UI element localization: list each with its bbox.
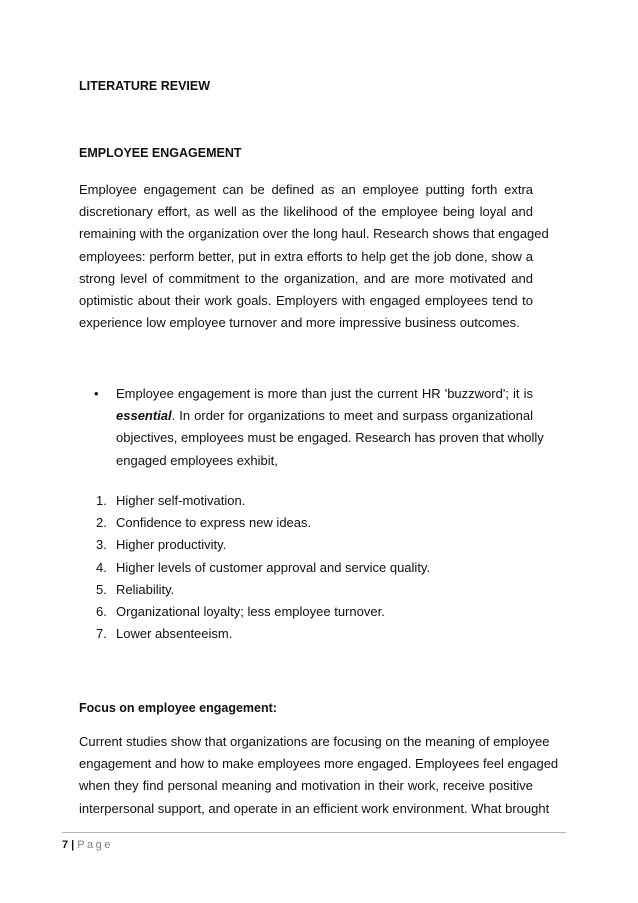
footer-divider — [62, 832, 566, 833]
list-item: 2. Confidence to express new ideas. — [96, 515, 312, 531]
paragraph-line: discretionary effort, as well as the likelihood of the employee being loyal and — [79, 204, 533, 220]
paragraph-line: experience low employee turnover and more impressive business outcomes. — [79, 315, 520, 331]
paragraph-line: Current studies show that organizations are focusing on the meaning of employee — [79, 734, 550, 749]
list-item: 1. Higher self-motivation. — [96, 493, 246, 508]
paragraph-line: remaining with the organization over the long haul. Research shows that engaged — [79, 226, 549, 242]
footer-separator: | — [71, 839, 75, 851]
focus-heading: Focus on employee engagement: — [79, 701, 277, 715]
bullet-line-rest: . In order for organizations to meet and surpass organizational — [171, 408, 533, 424]
paragraph-line: optimistic about their work goals. Employers with engaged employees tend to — [79, 292, 533, 308]
bullet-line — [116, 405, 533, 427]
bullet-icon: • — [94, 386, 99, 401]
bullet-line: objectives, employees must be engaged. Research has proven that wholly — [116, 430, 544, 446]
paragraph-line: interpersonal support, and operate in an efficient work environment. What brought — [79, 800, 550, 816]
paragraph-line: employees: perform better, put in extra efforts to help get the job done, show a — [79, 248, 533, 264]
page-label: Page — [77, 839, 113, 851]
list-item: 7. Lower absenteeism. — [96, 626, 233, 642]
list-item: 6. Organizational loyalty; less employee turnover. — [96, 603, 385, 619]
page-number: 7 — [62, 839, 69, 851]
benefits-numbered-list — [96, 490, 430, 645]
list-item: 5. Reliability. — [96, 581, 175, 597]
bullet-line: engaged employees exhibit, — [116, 452, 278, 468]
paragraph-line: when they find personal meaning and motivation in their work, receive positive — [79, 778, 533, 794]
focus-paragraph — [79, 731, 559, 820]
list-item: 3. Higher productivity. — [96, 537, 227, 553]
literature-review-heading: LITERATURE REVIEW — [79, 79, 211, 93]
emphasis-essential: essential — [116, 408, 172, 424]
bullet-line: Employee engagement is more than just the current HR 'buzzword'; it is — [116, 386, 533, 401]
paragraph-line: Employee engagement can be defined as an employee putting forth extra — [79, 182, 533, 197]
engagement-definition-paragraph — [79, 179, 549, 334]
page-footer — [62, 839, 113, 851]
paragraph-line: engagement and how to make employees more engaged. Employees feel engaged — [79, 756, 559, 772]
list-item: 4. Higher levels of customer approval and service quality. — [96, 559, 431, 575]
bullet-text — [116, 383, 544, 472]
employee-engagement-heading: EMPLOYEE ENGAGEMENT — [79, 146, 242, 160]
paragraph-line: strong level of commitment to the organization, and are more motivated and — [79, 270, 533, 286]
